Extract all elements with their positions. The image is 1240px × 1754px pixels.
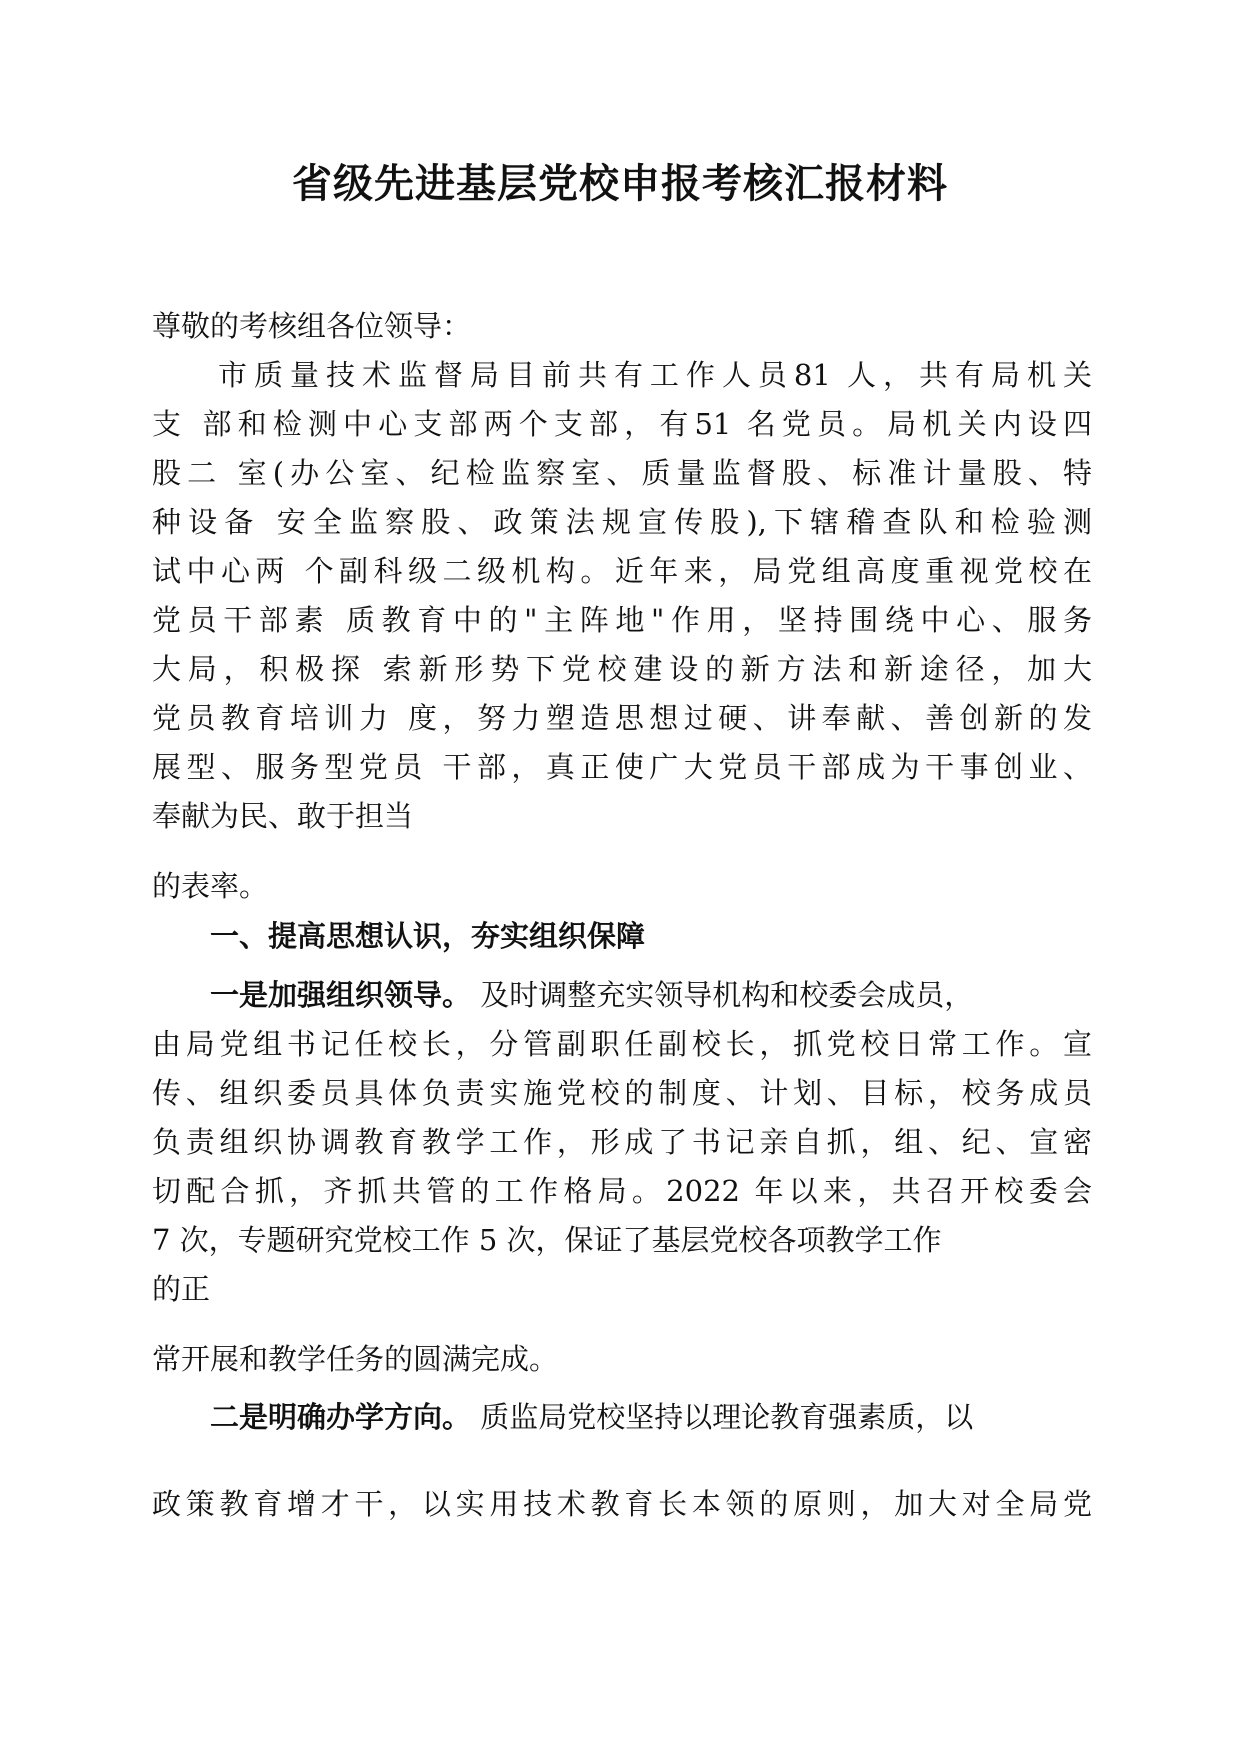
paragraph-line: 由局党组书记任校长，分管副职任副校长，抓党校日常工作。宣 bbox=[152, 1027, 1092, 1061]
paragraph-line: 的正 bbox=[152, 1272, 211, 1306]
paragraph-line: 党员干部素 质教育中的"主阵地"作用，坚持围绕中心、服务 bbox=[152, 603, 1092, 637]
paragraph-line: 大局，积极探 索新形势下党校建设的新方法和新途径，加大 bbox=[152, 652, 1092, 686]
paragraph-line: 的表率。 bbox=[152, 869, 269, 903]
paragraph-line: 常开展和教学任务的圆满完成。 bbox=[152, 1342, 559, 1376]
paragraph-text: 及时调整充实领导机构和校委会成员， bbox=[471, 978, 974, 1012]
paragraph-line: 市质量技术监督局目前共有工作人员81 人，共有局机关 bbox=[218, 358, 1092, 392]
paragraph-line: 党员教育培训力 度，努力塑造思想过硬、讲奉献、善创新的发 bbox=[152, 701, 1092, 735]
paragraph-lead: 二是明确办学方向。 bbox=[210, 1400, 472, 1434]
paragraph-line: 切配合抓，齐抓共管的工作格局。2022 年以来，共召开校委会 bbox=[152, 1174, 1092, 1208]
paragraph-line: 支 部和检测中心支部两个支部，有51 名党员。局机关内设四 bbox=[152, 407, 1092, 441]
paragraph-line: 展型、服务型党员 干部，真正使广大党员干部成为干事创业、 bbox=[152, 750, 1092, 784]
paragraph-line: 种设备 安全监察股、政策法规宣传股),下辖稽查队和检验测 bbox=[152, 505, 1092, 539]
paragraph-text: 质监局党校坚持以理论教育强素质，以 bbox=[471, 1400, 974, 1434]
section-heading: 一、提高思想认识，夯实组织保障 bbox=[210, 919, 646, 953]
paragraph-line: 7 次，专题研究党校工作 5 次，保证了基层党校各项教学工作 bbox=[152, 1223, 942, 1257]
paragraph-line: 奉献为民、敢于担当 bbox=[152, 799, 414, 833]
paragraph-lead: 一是加强组织领导。 bbox=[210, 978, 472, 1012]
paragraph-line bbox=[210, 1397, 1092, 1437]
paragraph-line bbox=[210, 975, 1092, 1015]
document-title: 省级先进基层党校申报考核汇报材料 bbox=[292, 161, 948, 207]
paragraph-line: 传、组织委员具体负责实施党校的制度、计划、目标，校务成员 bbox=[152, 1076, 1092, 1110]
paragraph-line: 政策教育增才干，以实用技术教育长本领的原则，加大对全局党 bbox=[152, 1487, 1092, 1521]
paragraph-line: 负责组织协调教育教学工作，形成了书记亲自抓，组、纪、宣密 bbox=[152, 1125, 1092, 1159]
paragraph-line: 试中心两 个副科级二级机构。近年来，局党组高度重视党校在 bbox=[152, 554, 1092, 588]
salutation: 尊敬的考核组各位领导： bbox=[152, 309, 472, 343]
paragraph-line: 股二 室(办公室、纪检监察室、质量监督股、标准计量股、特 bbox=[152, 456, 1092, 490]
